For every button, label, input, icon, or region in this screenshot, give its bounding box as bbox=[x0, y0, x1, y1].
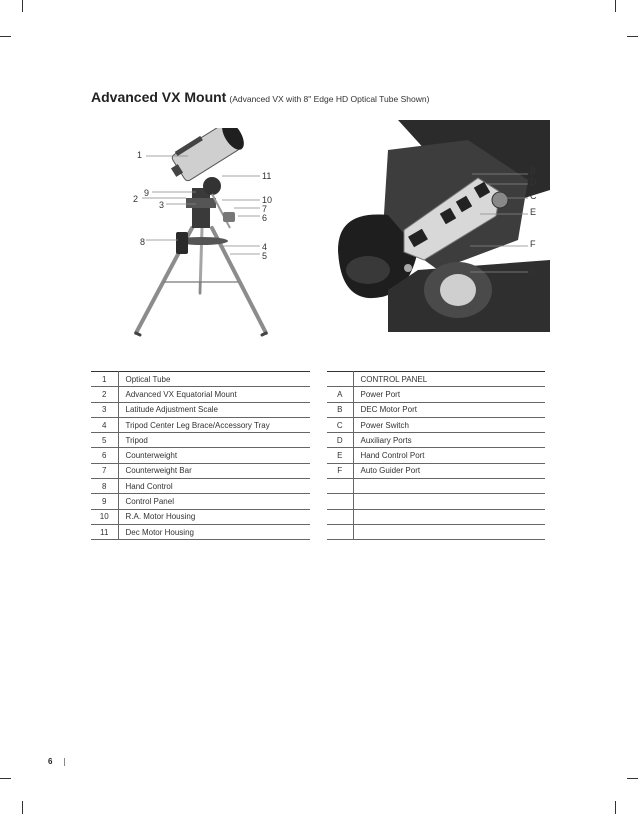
row-description: Optical Tube bbox=[118, 372, 310, 387]
callout-label: F bbox=[530, 239, 536, 249]
page-title: Advanced VX Mount bbox=[91, 89, 227, 105]
callout-label: 4 bbox=[262, 242, 268, 252]
table-row bbox=[91, 479, 310, 494]
table-row bbox=[91, 494, 310, 509]
row-description: Power Port bbox=[353, 387, 545, 402]
crop-mark bbox=[627, 778, 638, 779]
row-description: R.A. Motor Housing bbox=[118, 509, 310, 524]
table-row bbox=[327, 463, 545, 478]
table-row bbox=[327, 494, 545, 509]
row-number: 9 bbox=[91, 494, 118, 509]
control-panel-table bbox=[327, 371, 545, 540]
row-letter: C bbox=[327, 417, 353, 432]
row-letter: D bbox=[327, 433, 353, 448]
row-description: Latitude Adjustment Scale bbox=[118, 402, 310, 417]
callout-label: 6 bbox=[262, 213, 268, 223]
row-description: Counterweight bbox=[118, 448, 310, 463]
callout-label: E bbox=[530, 207, 537, 217]
table-row bbox=[91, 402, 310, 417]
row-letter bbox=[327, 479, 353, 494]
table-row bbox=[91, 509, 310, 524]
table-row bbox=[91, 417, 310, 432]
table-row bbox=[91, 524, 310, 539]
crop-mark bbox=[0, 36, 11, 37]
crop-mark bbox=[22, 0, 23, 12]
table-row bbox=[91, 433, 310, 448]
table-row bbox=[91, 387, 310, 402]
row-description: Hand Control Port bbox=[353, 448, 545, 463]
table-row bbox=[327, 509, 545, 524]
row-description: Auto Guider Port bbox=[353, 463, 545, 478]
row-description: Auxiliary Ports bbox=[353, 433, 545, 448]
table-row bbox=[327, 448, 545, 463]
table-row bbox=[327, 433, 545, 448]
callout-label: 1 bbox=[137, 150, 143, 160]
crop-mark bbox=[0, 778, 11, 779]
row-number: 2 bbox=[91, 387, 118, 402]
crop-mark bbox=[615, 0, 616, 12]
table-row bbox=[327, 387, 545, 402]
table-row bbox=[327, 372, 545, 387]
row-letter: A bbox=[327, 387, 353, 402]
row-description: Dec Motor Housing bbox=[118, 524, 310, 539]
table-row bbox=[327, 479, 545, 494]
row-number: 7 bbox=[91, 463, 118, 478]
row-description: Hand Control bbox=[118, 479, 310, 494]
callout-label: 8 bbox=[140, 237, 146, 247]
row-description: Power Switch bbox=[353, 417, 545, 432]
row-letter bbox=[327, 494, 353, 509]
row-description: Control Panel bbox=[118, 494, 310, 509]
parts-table bbox=[91, 371, 310, 540]
table-row bbox=[91, 372, 310, 387]
row-letter bbox=[327, 372, 353, 387]
left-callout-lines bbox=[130, 150, 260, 260]
row-description: Tripod bbox=[118, 433, 310, 448]
callout-label: 2 bbox=[133, 194, 139, 204]
row-description bbox=[353, 509, 545, 524]
crop-mark bbox=[22, 801, 23, 814]
row-description bbox=[353, 524, 545, 539]
row-description bbox=[353, 494, 545, 509]
table-row bbox=[327, 524, 545, 539]
callout-label: 5 bbox=[262, 251, 268, 261]
callout-label: D bbox=[530, 177, 537, 187]
callout-label: C bbox=[530, 191, 537, 201]
row-number: 1 bbox=[91, 372, 118, 387]
row-number: 6 bbox=[91, 448, 118, 463]
table-row bbox=[91, 463, 310, 478]
table-row bbox=[327, 417, 545, 432]
row-number: 4 bbox=[91, 417, 118, 432]
row-description: Advanced VX Equatorial Mount bbox=[118, 387, 310, 402]
callout-label: 7 bbox=[262, 204, 268, 214]
callout-label: 10 bbox=[262, 195, 273, 205]
row-letter: F bbox=[327, 463, 353, 478]
table-heading: CONTROL PANEL bbox=[353, 372, 545, 387]
callout-label: 3 bbox=[159, 200, 165, 210]
callout-label: A bbox=[530, 267, 537, 277]
row-letter: B bbox=[327, 402, 353, 417]
row-description: Tripod Center Leg Brace/Accessory Tray bbox=[118, 417, 310, 432]
crop-mark bbox=[615, 801, 616, 814]
row-letter bbox=[327, 509, 353, 524]
callout-label: 9 bbox=[144, 188, 150, 198]
page-subtitle: (Advanced VX with 8" Edge HD Optical Tube Shown) bbox=[229, 94, 430, 104]
row-description: Counterweight Bar bbox=[118, 463, 310, 478]
row-number: 8 bbox=[91, 479, 118, 494]
table-row bbox=[327, 402, 545, 417]
row-letter: E bbox=[327, 448, 353, 463]
section-heading bbox=[91, 89, 429, 107]
row-description: DEC Motor Port bbox=[353, 402, 545, 417]
row-number: 10 bbox=[91, 509, 118, 524]
page-number-divider bbox=[64, 758, 65, 766]
row-number: 5 bbox=[91, 433, 118, 448]
page-number: 6 bbox=[48, 757, 53, 766]
row-number: 11 bbox=[91, 524, 118, 539]
row-number: 3 bbox=[91, 402, 118, 417]
table-row bbox=[91, 448, 310, 463]
row-description bbox=[353, 479, 545, 494]
crop-mark bbox=[627, 36, 638, 37]
callout-label: B bbox=[530, 166, 537, 176]
row-letter bbox=[327, 524, 353, 539]
callout-label: 11 bbox=[262, 171, 272, 181]
